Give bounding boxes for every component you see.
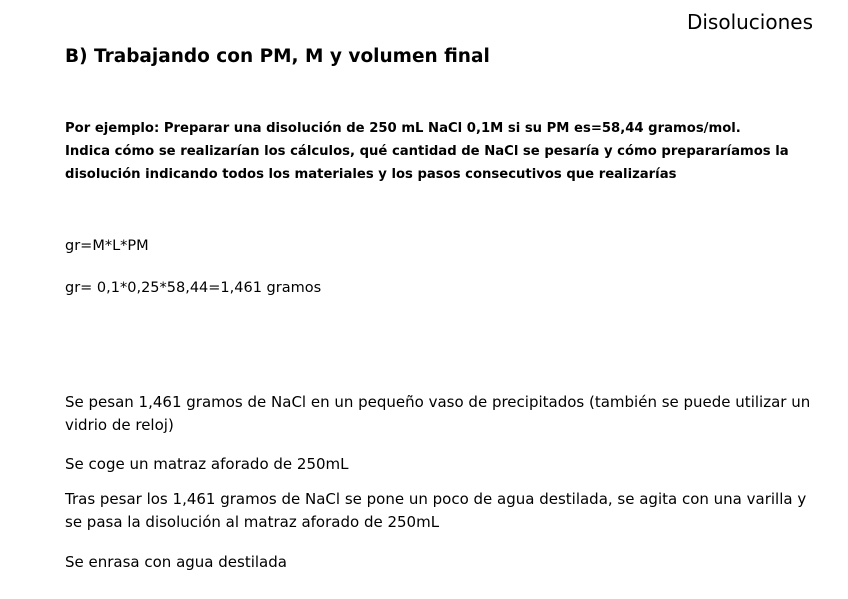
- calculation-formula: gr=M*L*PM: [65, 238, 149, 254]
- calculation-result: gr= 0,1*0,25*58,44=1,461 gramos: [65, 280, 322, 296]
- exercise-line-3: disolución indicando todos los materiales y los pasos consecutivos que realizarías: [65, 167, 677, 182]
- exercise-statement: [65, 117, 825, 186]
- procedure-step-1: Se pesan 1,461 gramos de NaCl en un pequeño vaso de precipitados (también se puede utilizar un vidrio de reloj): [65, 393, 811, 434]
- exercise-line-1: Por ejemplo: Preparar una disolución de 250 mL NaCl 0,1M si su PM es=58,44 gramos/mol.: [65, 121, 741, 136]
- section-title: B) Trabajando con PM, M y volumen final: [65, 46, 490, 67]
- exercise-line-2: Indica cómo se realizarían los cálculos, qué cantidad de NaCl se pesaría y cómo prepararíamos la: [65, 144, 789, 159]
- procedure-step-2: Se coge un matraz aforado de 250mL: [65, 455, 349, 473]
- procedure-step-4: Se enrasa con agua destilada: [65, 553, 287, 571]
- page-header-title: Disoluciones: [686, 10, 813, 34]
- procedure-step-3: Tras pesar los 1,461 gramos de NaCl se pone un poco de agua destilada, se agita con una varilla y se pasa la disolución al matraz aforado de 250mL: [65, 490, 807, 531]
